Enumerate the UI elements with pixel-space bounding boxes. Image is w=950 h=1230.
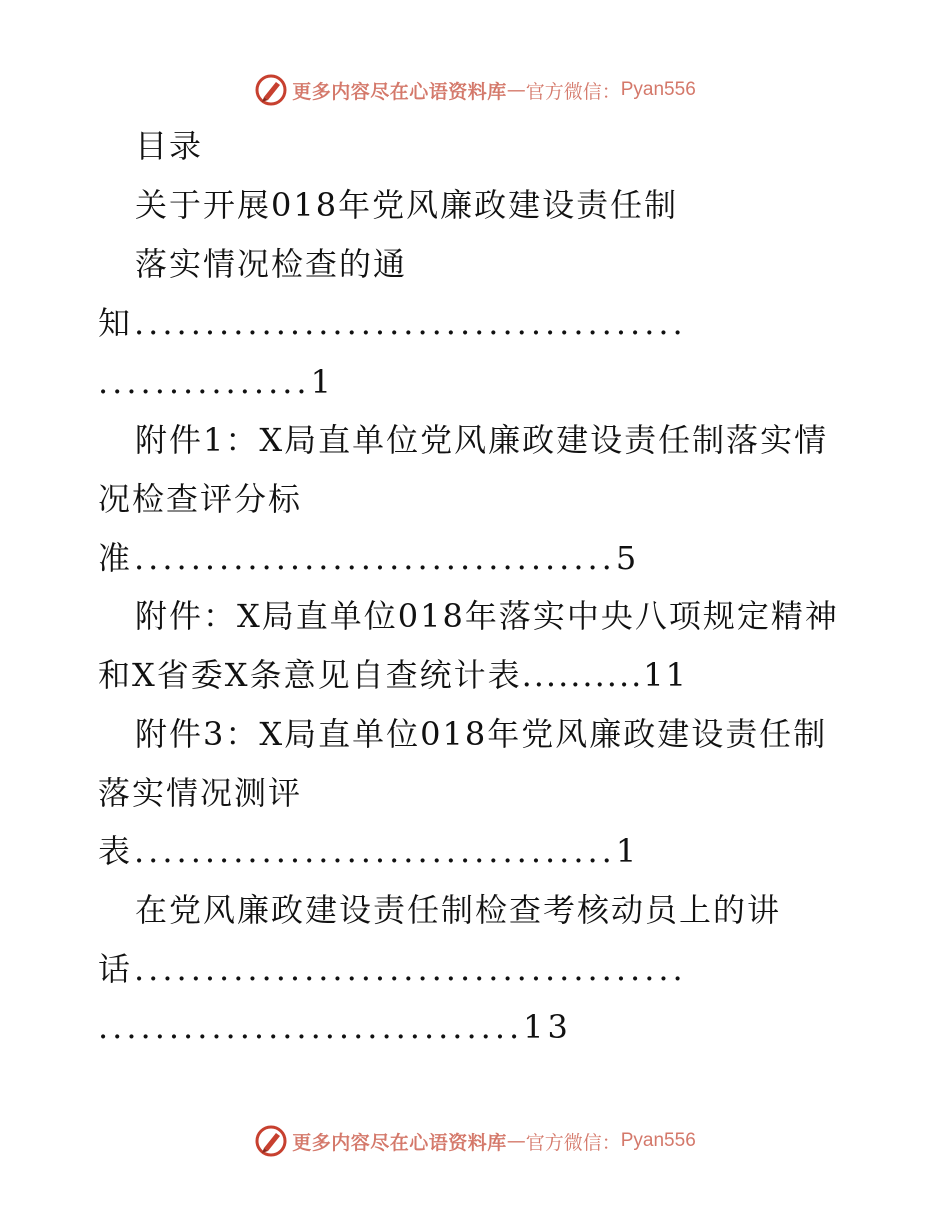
toc-line: 在党风廉政建设责任制检查考核动员上的讲	[135, 891, 782, 929]
banner-text: 更多内容尽在心语资料库	[292, 1131, 507, 1154]
banner-wechat-label: 官方微信：	[525, 1131, 621, 1154]
footer-banner	[0, 1121, 950, 1161]
toc-line: 况检查评分标	[98, 480, 303, 518]
banner-wechat-label: 官方微信：	[525, 80, 621, 103]
toc-line: 知.......................................	[98, 304, 687, 342]
banner-wechat-id: Pyan556	[620, 1130, 696, 1151]
pen-logo-icon	[254, 73, 288, 107]
toc-line: 落实情况检查的通	[135, 245, 408, 283]
toc-line: 话.......................................	[98, 950, 687, 988]
header-banner	[0, 70, 950, 110]
banner-text: 更多内容尽在心语资料库	[292, 80, 507, 103]
toc-title: 目录	[135, 127, 204, 165]
toc-line: 附件1：X局直单位党风廉政建设责任制落实情	[135, 421, 829, 459]
toc-line: 关于开展018年党风廉政建设责任制	[135, 186, 679, 224]
pen-logo-icon	[254, 1124, 288, 1158]
toc-line: 落实情况测评	[98, 774, 303, 812]
banner-wechat-id: Pyan556	[620, 79, 696, 100]
banner-separator: —	[506, 79, 526, 101]
toc-line: 附件：X局直单位018年落实中央八项规定精神	[135, 597, 839, 635]
toc-line: 表..................................1	[98, 832, 641, 870]
toc-line: ...............1	[98, 363, 335, 401]
banner-separator: —	[506, 1130, 526, 1152]
toc-line: 和X省委X条意见自查统计表..........11	[98, 656, 689, 694]
toc-line: 附件3：X局直单位018年党风廉政建设责任制	[135, 715, 828, 753]
toc-line: ..............................13	[98, 1008, 572, 1046]
toc-line: 准..................................5	[98, 539, 641, 577]
